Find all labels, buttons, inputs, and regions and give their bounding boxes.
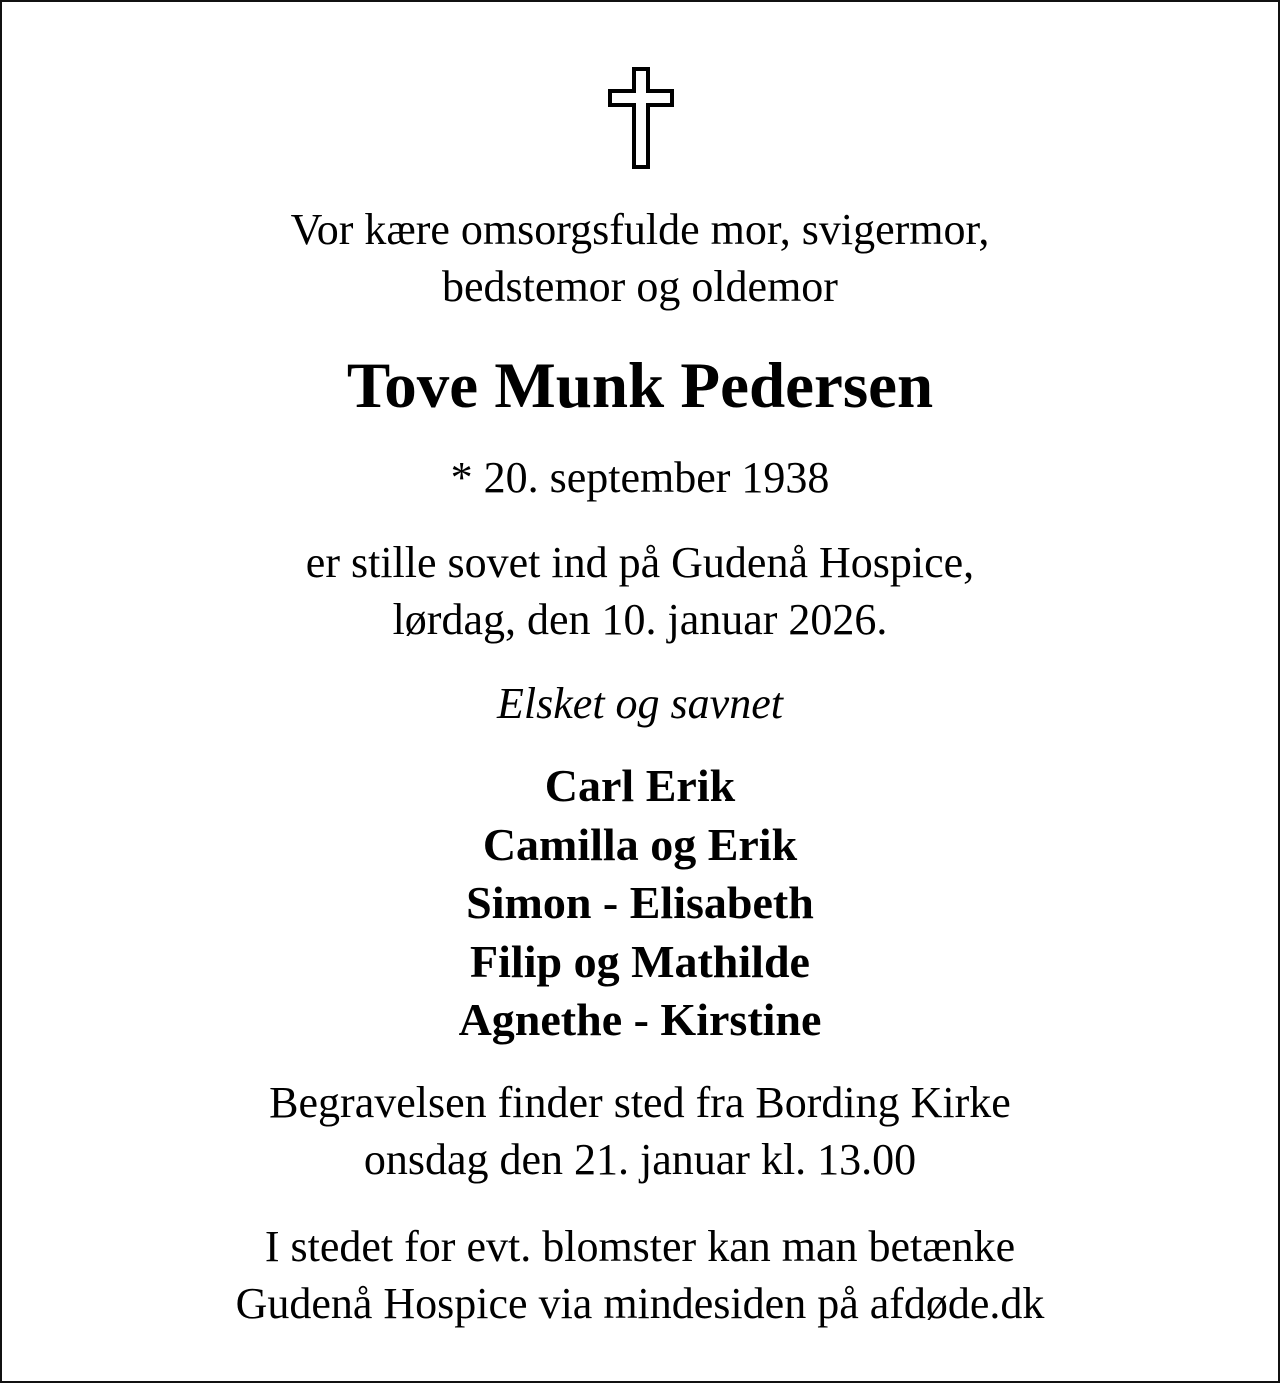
family-member: Agnethe - Kirstine xyxy=(458,994,822,1045)
intro-line-2: bedstemor og oldemor xyxy=(442,262,838,311)
death-notice xyxy=(2,534,1278,648)
intro-line-1: Vor kære omsorgsfulde mor, svigermor, xyxy=(290,205,990,254)
flowers-line-1: I stedet for evt. blomster kan man betænke xyxy=(264,1222,1016,1271)
birth-date: * 20. september 1938 xyxy=(450,453,830,502)
cross-icon xyxy=(607,66,675,170)
family-member: Simon - Elisabeth xyxy=(466,877,814,928)
family-member: Camilla og Erik xyxy=(482,818,798,870)
funeral-line-1: Begravelsen finder sted fra Bording Kirke xyxy=(269,1078,1011,1127)
flowers-note xyxy=(2,1218,1278,1332)
family-list xyxy=(2,757,1278,1050)
loved-phrase: Elsket og savnet xyxy=(497,679,783,728)
family-member: Carl Erik xyxy=(544,760,736,811)
death-line-2: lørdag, den 10. januar 2026. xyxy=(392,595,888,644)
family-member: Filip og Mathilde xyxy=(470,935,810,987)
deceased-name: Tove Munk Pedersen xyxy=(346,350,934,422)
funeral-info xyxy=(2,1074,1278,1188)
intro-text xyxy=(2,201,1278,315)
funeral-line-2: onsdag den 21. januar kl. 13.00 xyxy=(363,1135,917,1184)
flowers-line-2: Gudenå Hospice via mindesiden på afdøde.dk xyxy=(235,1279,1045,1328)
death-line-1: er stille sovet ind på Gudenå Hospice, xyxy=(305,538,975,587)
